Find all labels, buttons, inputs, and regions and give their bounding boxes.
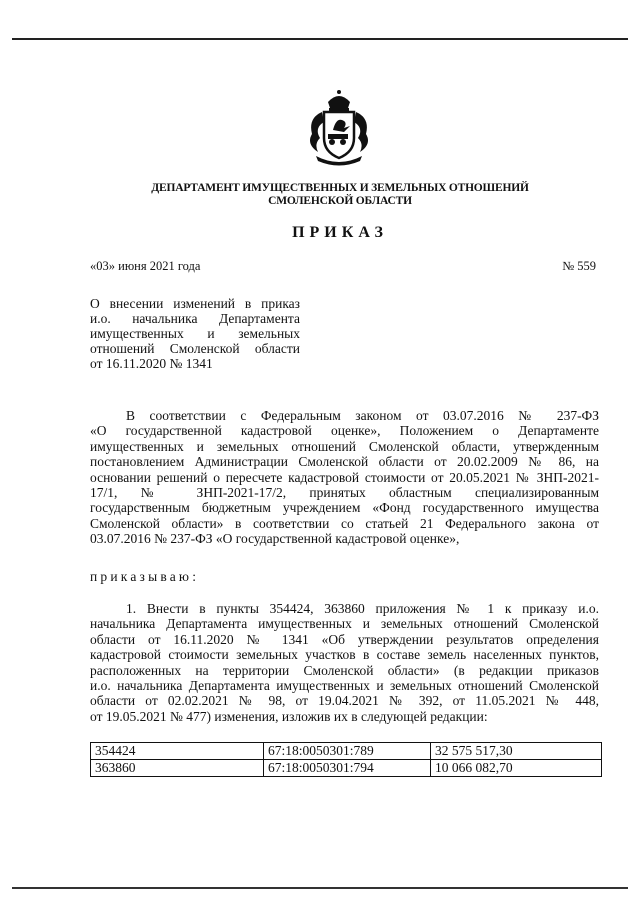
smolensk-coat-of-arms-icon <box>298 88 380 168</box>
department-name-line1: ДЕПАРТАМЕНТ ИМУЩЕСТВЕННЫХ И ЗЕМЕЛЬНЫХ ОТНОШЕНИЙ <box>151 182 529 194</box>
order-date: «03» июня 2021 года <box>90 259 201 273</box>
item-line: и.о. начальника Департамента имущественных и земельных отношений Смоленской <box>90 678 599 694</box>
subject-line: имущественных и земельных <box>90 326 300 341</box>
cadastral-number-cell: 67:18:0050301:794 <box>264 760 431 777</box>
preamble-line: 03.07.2016 № 237-ФЗ «О государственной кадастровой оценке», <box>90 531 460 547</box>
preamble-line: имущественных и земельных отношений Смоленской области, утвержденным <box>90 438 599 454</box>
order-directive: приказываю: <box>90 569 200 584</box>
item-line: от 19.05.2021 № 477) изменения, изложив их в следующей редакции: <box>90 708 488 724</box>
cadastral-number-cell: 67:18:0050301:789 <box>264 743 431 760</box>
preamble-line: «О государственной кадастровой оценке», Положением о Департаменте <box>90 423 599 439</box>
subject-line: отношений Смоленской области <box>90 341 300 356</box>
preamble-paragraph <box>90 408 599 547</box>
preamble-line: основании решений о пересчете кадастровой стоимости от 20.05.2021 № ЗНП-2021- <box>90 469 599 485</box>
order-subject <box>90 296 300 371</box>
item-1-paragraph <box>90 601 599 724</box>
cadastral-value-cell: 32 575 517,30 <box>431 743 602 760</box>
preamble-line: постановлением Администрации Смоленской области от 20.02.2009 № 86, на <box>90 454 599 470</box>
order-number: № 559 <box>562 259 596 273</box>
item-number-cell: 363860 <box>91 760 264 777</box>
item-number-cell: 354424 <box>91 743 264 760</box>
subject-line: О внесении изменений в приказ <box>90 296 300 311</box>
item-line: начальника Департамента имущественных и земельных отношений Смоленской <box>90 616 599 632</box>
preamble-line: государственным бюджетным учреждением «Фонд государственного имущества <box>90 500 599 516</box>
bottom-rule <box>12 887 628 889</box>
department-name-line2: СМОЛЕНСКОЙ ОБЛАСТИ <box>268 195 412 207</box>
item-line: 1. Внести в пункты 354424, 363860 приложения № 1 к приказу и.о. <box>126 601 599 616</box>
table-row <box>91 760 602 777</box>
item-line: области от 16.11.2020 № 1341 «Об утверждении результатов определения <box>90 631 599 647</box>
cadastral-value-table <box>90 742 602 777</box>
item-line: кадастровой стоимости земельных участков в составе земель населенных пунктов, <box>90 647 599 663</box>
preamble-line: 17/1, № ЗНП-2021-17/2, принятых областным специализированным <box>90 485 599 501</box>
table-row <box>91 743 602 760</box>
preamble-line: В соответствии с Федеральным законом от 03.07.2016 № 237-ФЗ <box>126 408 599 423</box>
top-rule <box>12 38 628 40</box>
preamble-line: Смоленской области» в соответствии со статьей 21 Федерального закона от <box>90 515 599 531</box>
item-line: расположенных на территории Смоленской области» (в редакции приказов <box>90 662 599 678</box>
item-line: области от 02.02.2021 № 98, от 19.04.2021 № 392, от 11.05.2021 № 448, <box>90 693 599 709</box>
subject-line: и.о. начальника Департамента <box>90 311 300 326</box>
cadastral-value-cell: 10 066 082,70 <box>431 760 602 777</box>
document-type-title: ПРИКАЗ <box>292 224 388 241</box>
subject-line: от 16.11.2020 № 1341 <box>90 356 213 371</box>
